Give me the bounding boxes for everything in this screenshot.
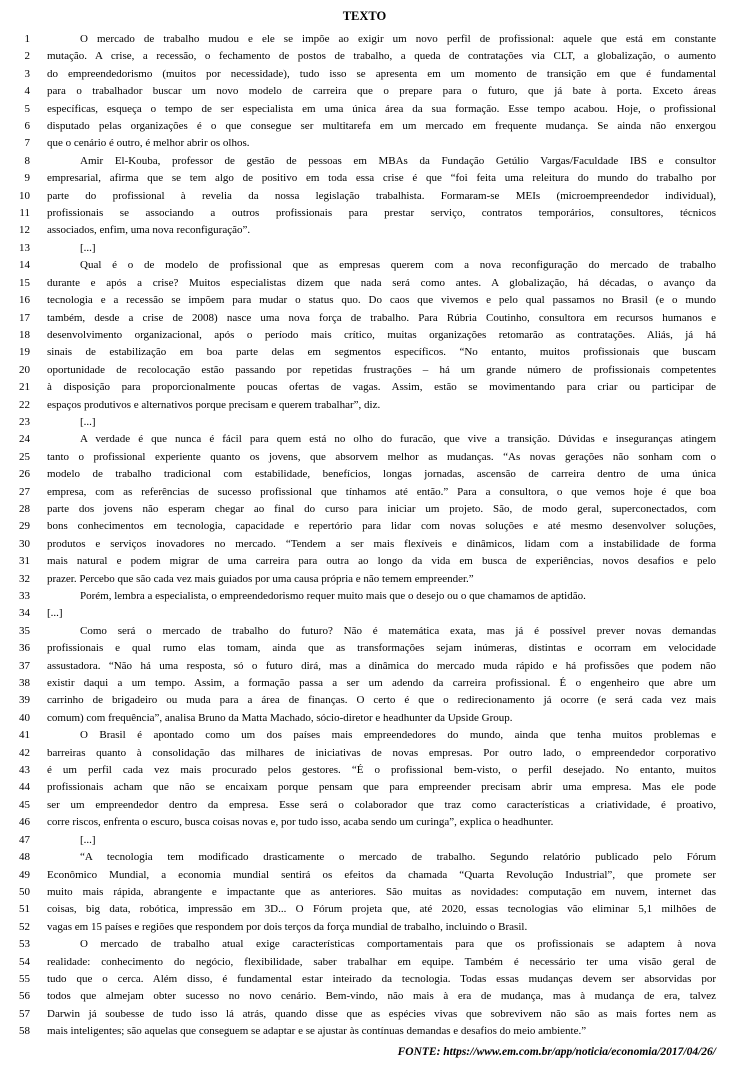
text-lines: [0, 31, 729, 1041]
line-number: 55: [19, 972, 30, 985]
line-row: [0, 832, 729, 849]
line-row: [0, 640, 729, 657]
line-row: [0, 971, 729, 988]
line-text: é um perfil cada vez mais procurado pelos gestores. “É o profissional bem-visto, o perfil desejado. No entanto, muitos: [47, 764, 716, 777]
line-row: [0, 118, 729, 135]
line-text: espaços produtivos e alternativos porque precisam e querem trabalhar”, diz.: [47, 398, 381, 411]
line-row: [0, 797, 729, 814]
line-row: [0, 188, 729, 205]
line-row: [0, 135, 729, 152]
line-number: 37: [19, 659, 30, 672]
line-number: 11: [19, 207, 30, 220]
source-citation: FONTE: https://www.em.com.br/app/noticia/economia/2017/04/26/: [397, 1045, 716, 1058]
line-number: 26: [19, 468, 30, 481]
line-text: existir daqui a um tempo. Assim, a formação passa a ser um adendo da carreira profissional. É o engenheiro que abre um: [47, 677, 716, 690]
line-number: 38: [19, 677, 30, 690]
line-number: 58: [19, 1025, 30, 1038]
line-row: [0, 553, 729, 570]
line-row: [0, 518, 729, 535]
line-number: 32: [19, 572, 30, 585]
line-row: [0, 745, 729, 762]
line-row: [0, 901, 729, 918]
line-row: [0, 310, 729, 327]
line-number: 25: [19, 450, 30, 463]
line-number: 54: [19, 955, 30, 968]
line-text: carrinho de brigadeiro ou muda para a área de finanças. O certo é que o redirecionamento já ocorre (e será cada vez mais: [47, 694, 716, 707]
line-row: [0, 101, 729, 118]
line-text: profissionais e qual rumo elas tomam, ainda que as transformações sejam inúmeras, distintas e ocorram em velocidade: [47, 642, 716, 655]
line-text: A verdade é que nunca é fácil para quem está no olho do furacão, que vive a transição. Dúvidas e inseguranças atingem: [80, 433, 716, 446]
line-number: 18: [19, 328, 30, 341]
line-text: profissionais acham que não se encaixam porque pensam que para empreender precisam abrir uma empresa. Mas ele pode: [47, 781, 716, 794]
line-number: 29: [19, 520, 30, 533]
line-number: 31: [19, 555, 30, 568]
line-text: vagas em 15 países e regiões que respondem por dois terços da força mundial de trabalho, incluindo o Brasil.: [47, 920, 528, 933]
line-text: durante e após a crise? Muitos especialistas dizem que nada será como antes. A globalização, há décadas, o avanço da: [47, 276, 716, 289]
line-row: [0, 988, 729, 1005]
line-number: 20: [19, 363, 30, 376]
line-row: [0, 344, 729, 361]
line-number: 34: [19, 607, 30, 620]
line-number: 16: [19, 294, 30, 307]
line-row: [0, 779, 729, 796]
line-row: [0, 867, 729, 884]
line-number: 48: [19, 851, 30, 864]
line-row: [0, 66, 729, 83]
line-number: 7: [24, 137, 30, 150]
line-text: O mercado de trabalho atual exige características comportamentais para que os profissionais se adaptem à nova: [80, 938, 716, 951]
line-text: [...]: [47, 607, 63, 620]
line-number: 13: [19, 241, 30, 254]
line-row: [0, 484, 729, 501]
line-text: desenvolvimento organizacional, após o período mais crítico, muitas organizações retomarão as contratações. Aliás, já há: [47, 328, 716, 341]
line-row: [0, 48, 729, 65]
line-text: corre riscos, enfrenta o escuro, busca coisas novas e, por tudo isso, acaba sendo um curinga”, explica o headhunter.: [47, 816, 554, 829]
line-text: “A tecnologia tem modificado drasticamente o mercado de trabalho. Segundo relatório publicado pelo Fórum: [80, 851, 716, 864]
line-row: [0, 1023, 729, 1040]
line-text: também, desde a crise de 2008) nasce uma nova força de trabalho. Para Rúbria Coutinho, consultora em recursos humanos e: [47, 311, 716, 324]
line-row: [0, 710, 729, 727]
line-number: 46: [19, 816, 30, 829]
line-row: [0, 919, 729, 936]
line-text: muito mais rápida, abrangente e impactante que as anteriores. São muitas as novidades: computação em nuvem, internet das: [47, 885, 716, 898]
line-row: [0, 222, 729, 239]
line-number: 9: [24, 172, 30, 185]
line-row: [0, 83, 729, 100]
line-text: modelo de trabalho tradicional com estabilidade, benefícios, longas jornadas, ascensão de carreira dentro de uma única: [47, 468, 716, 481]
line-number: 3: [24, 67, 30, 80]
line-row: [0, 762, 729, 779]
line-text: Porém, lembra a especialista, o empreendedorismo requer muito mais que o desejo ou o que chamamos de aptidão.: [80, 590, 586, 602]
line-row: [0, 727, 729, 744]
line-row: [0, 692, 729, 709]
line-text: barreiras quanto à consolidação das milhares de iniciativas de novas empresas. Por outro lado, o empreendedor corporativo: [47, 746, 716, 759]
line-number: 10: [19, 189, 30, 202]
line-text: mais inteligentes; são aquelas que conseguem se adaptar e se ajustar às contínuas demandas e desafios do meio ambiente.”: [47, 1025, 587, 1038]
line-row: [0, 31, 729, 48]
line-text: produtos e serviços inovadores no mercado. “Tendem a ser mais flexíveis e dinâmicos, lidam com a instabilidade de forma: [47, 537, 716, 550]
line-row: [0, 884, 729, 901]
line-number: 53: [19, 938, 30, 951]
line-text: Como será o mercado de trabalho do futuro? Não é matemática exata, mas já é possível prever novas demandas: [80, 624, 716, 637]
line-text: Econômico Mundial, a economia mundial sentirá os efeitos da chamada “Quarta Revolução Industrial”, que promete ser: [47, 868, 716, 881]
line-text: [...]: [80, 833, 96, 846]
line-number: 28: [19, 502, 30, 515]
line-text: tecnologia e a recessão se impõem para mudar o status quo. Do caos que vivemos e pelo qual passamos no Brasil (e o mundo: [47, 294, 716, 307]
line-text: Qual é o de modelo de profissional que as empresas querem com a nova reconfiguração do mercado de trabalho: [80, 259, 716, 272]
line-number: 41: [19, 729, 30, 742]
line-text: mais natural e podem migrar de uma carreira para outra ao longo da vida em busca de experiências, novos desafios e pelo: [47, 555, 716, 568]
line-text: empresarial, afirma que se tem algo de positivo em toda essa crise é que “foi feita uma releitura do mundo do trabalho por: [47, 172, 716, 185]
line-text: mutação. A crise, a recessão, o fechamento de postos de trabalho, a queda de contratações via CLT, a globalização, o aumento: [47, 50, 716, 63]
line-row: [0, 536, 729, 553]
line-row: [0, 431, 729, 448]
line-text: do empreendedorismo (muitos por necessidade), tudo isso se apresenta em um momento de transição em que é fundamental: [47, 67, 716, 80]
line-text: O mercado de trabalho mudou e ele se impõe ao exigir um novo perfil de profissional: aquele que está em constante: [80, 33, 716, 45]
line-text: coisas, big data, robótica, impressão em 3D... O Fórum projeta que, até 2020, essas tecnologias vão eliminar 5,1 milhões de: [47, 903, 716, 916]
line-number: 30: [19, 537, 30, 550]
line-row: [0, 379, 729, 396]
line-number: 49: [19, 868, 30, 881]
line-text: disputado pelas organizações é o que consegue ser multitarefa em um mercado em frequente mudança. Se ainda não enxergou: [47, 120, 716, 133]
line-text: parte dos jovens não esperam chegar ao final do curso para iniciar um projeto. São, de modo geral, superconectados, com: [47, 502, 716, 515]
line-text: para o trabalhador buscar um novo modelo de carreira que o prepare para o futuro, que já bate à porta. Exceto áreas: [47, 85, 716, 98]
line-number: 56: [19, 990, 30, 1003]
line-row: [0, 466, 729, 483]
line-row: [0, 954, 729, 971]
line-number: 39: [19, 694, 30, 707]
line-text: oportunidade de recolocação estão passando por repetidas frustrações – há um grande número de profissionais competentes: [47, 363, 716, 376]
line-text: bons conhecimentos em tecnologia, capacidade e repertório para lidar com novas soluções e até mesmo desenvolver soluções,: [47, 520, 716, 533]
line-row: [0, 814, 729, 831]
line-number: 43: [19, 764, 30, 777]
line-number: 12: [19, 224, 30, 237]
line-row: [0, 292, 729, 309]
line-text: empresa, com as referências de sucesso profissional que tínhamos até então.” Para a consultora, o que vemos hoje é que boa: [47, 485, 716, 498]
line-number: 40: [19, 711, 30, 724]
line-row: [0, 205, 729, 222]
line-row: [0, 675, 729, 692]
line-number: 52: [19, 920, 30, 933]
page-title: TEXTO: [342, 9, 387, 23]
line-number: 36: [19, 642, 30, 655]
line-text: tudo que o cerca. Além disso, é fundamental estar inteirado da tecnologia. Todas essas mudanças devem ser absorvidas por: [47, 972, 716, 985]
line-row: [0, 623, 729, 640]
line-text: sinais de estabilização em boa parte delas em segmentos específicos. “No entanto, muitos profissionais que buscam: [47, 346, 716, 359]
line-number: 23: [19, 415, 30, 428]
line-number: 50: [19, 885, 30, 898]
line-row: [0, 449, 729, 466]
line-row: [0, 936, 729, 953]
line-text: tanto o profissional experiente quanto os jovens, que absorvem melhor as mudanças. “As novas gerações não sonham com o: [47, 450, 716, 463]
line-text: específicas, esqueça o tempo de ser especialista em uma única área da sua formação. Esse tempo acabou. Hoje, o profissional: [47, 102, 716, 115]
line-number: 2: [24, 50, 30, 63]
line-row: [0, 1006, 729, 1023]
line-text: O Brasil é apontado como um dos países mais empreendedores do mundo, ainda que tenha muitos problemas e: [80, 729, 716, 742]
line-text: profissionais se associando a outros profissionais para prestar serviço, contratos temporários, consultores, técnicos: [47, 207, 716, 220]
line-row: [0, 605, 729, 622]
line-row: [0, 501, 729, 518]
line-row: [0, 327, 729, 344]
line-text: [...]: [80, 415, 96, 428]
line-text: ser um empreendedor dentro da empresa. Esse será o colaborador que traz como características a criatividade, é proativo,: [47, 798, 716, 811]
line-text: assustadora. “Não há uma resposta, só o futuro dirá, mas a dinâmica do mercado muda rápido e há profissões que podem não: [47, 659, 716, 672]
line-number: 51: [19, 903, 30, 916]
line-text: à disposição para proporcionalmente poucas ofertas de vagas. Assim, estão se movimentando para criar ou participar de: [47, 381, 716, 394]
line-text: parte do profissional à revelia da nossa legislação trabalhista. Formaram-se MEIs (microempreendedor individual),: [47, 189, 716, 202]
line-number: 45: [19, 798, 30, 811]
line-row: [0, 240, 729, 257]
line-row: [0, 658, 729, 675]
line-number: 42: [19, 746, 30, 759]
line-row: [0, 849, 729, 866]
line-number: 21: [19, 381, 30, 394]
line-number: 27: [19, 485, 30, 498]
line-text: realidade: conhecimento do negócio, flexibilidade, saber trabalhar em equipe. Também é necessário ter uma visão geral de: [47, 955, 716, 968]
line-number: 19: [19, 346, 30, 359]
line-row: [0, 362, 729, 379]
line-number: 35: [19, 624, 30, 637]
line-number: 4: [24, 85, 30, 98]
line-number: 44: [19, 781, 30, 794]
line-number: 57: [19, 1007, 30, 1020]
line-number: 24: [19, 433, 30, 446]
line-row: [0, 414, 729, 431]
line-text: [...]: [80, 241, 96, 254]
line-number: 6: [24, 120, 30, 133]
line-text: prazer. Percebo que são cada vez mais guiados por uma causa própria e não temem empreender.”: [47, 572, 474, 585]
line-number: 14: [19, 259, 30, 272]
line-number: 22: [19, 398, 30, 411]
line-number: 8: [24, 154, 30, 167]
line-row: [0, 397, 729, 414]
line-text: associados, enfim, uma nova reconfiguração”.: [47, 224, 251, 237]
line-number: 33: [19, 590, 30, 602]
line-row: [0, 257, 729, 274]
line-row: [0, 571, 729, 588]
line-text: Darwin já soubesse de tudo isso lá atrás, quando disse que as espécies vivas que sobrevivem não são as mais fortes nem as: [47, 1007, 716, 1020]
line-number: 5: [24, 102, 30, 115]
line-text: todos que almejam obter sucesso no novo cenário. Bem-vindo, não mais à era de mudança, mas à mudança de era, talvez: [47, 990, 716, 1003]
line-row: [0, 588, 729, 605]
line-number: 47: [19, 833, 30, 846]
line-row: [0, 170, 729, 187]
line-number: 1: [24, 33, 30, 45]
line-number: 17: [19, 311, 30, 324]
line-number: 15: [19, 276, 30, 289]
line-row: [0, 153, 729, 170]
line-text: que o cenário é outro, é melhor abrir os olhos.: [47, 137, 250, 150]
line-text: comum) com frequência”, analisa Bruno da Matta Machado, sócio-diretor e headhunter da Upside Group.: [47, 711, 513, 724]
line-row: [0, 275, 729, 292]
line-text: Amir El-Kouba, professor de gestão de pessoas em MBAs da Fundação Getúlio Vargas/Faculdade IBS e consultor: [80, 154, 716, 167]
